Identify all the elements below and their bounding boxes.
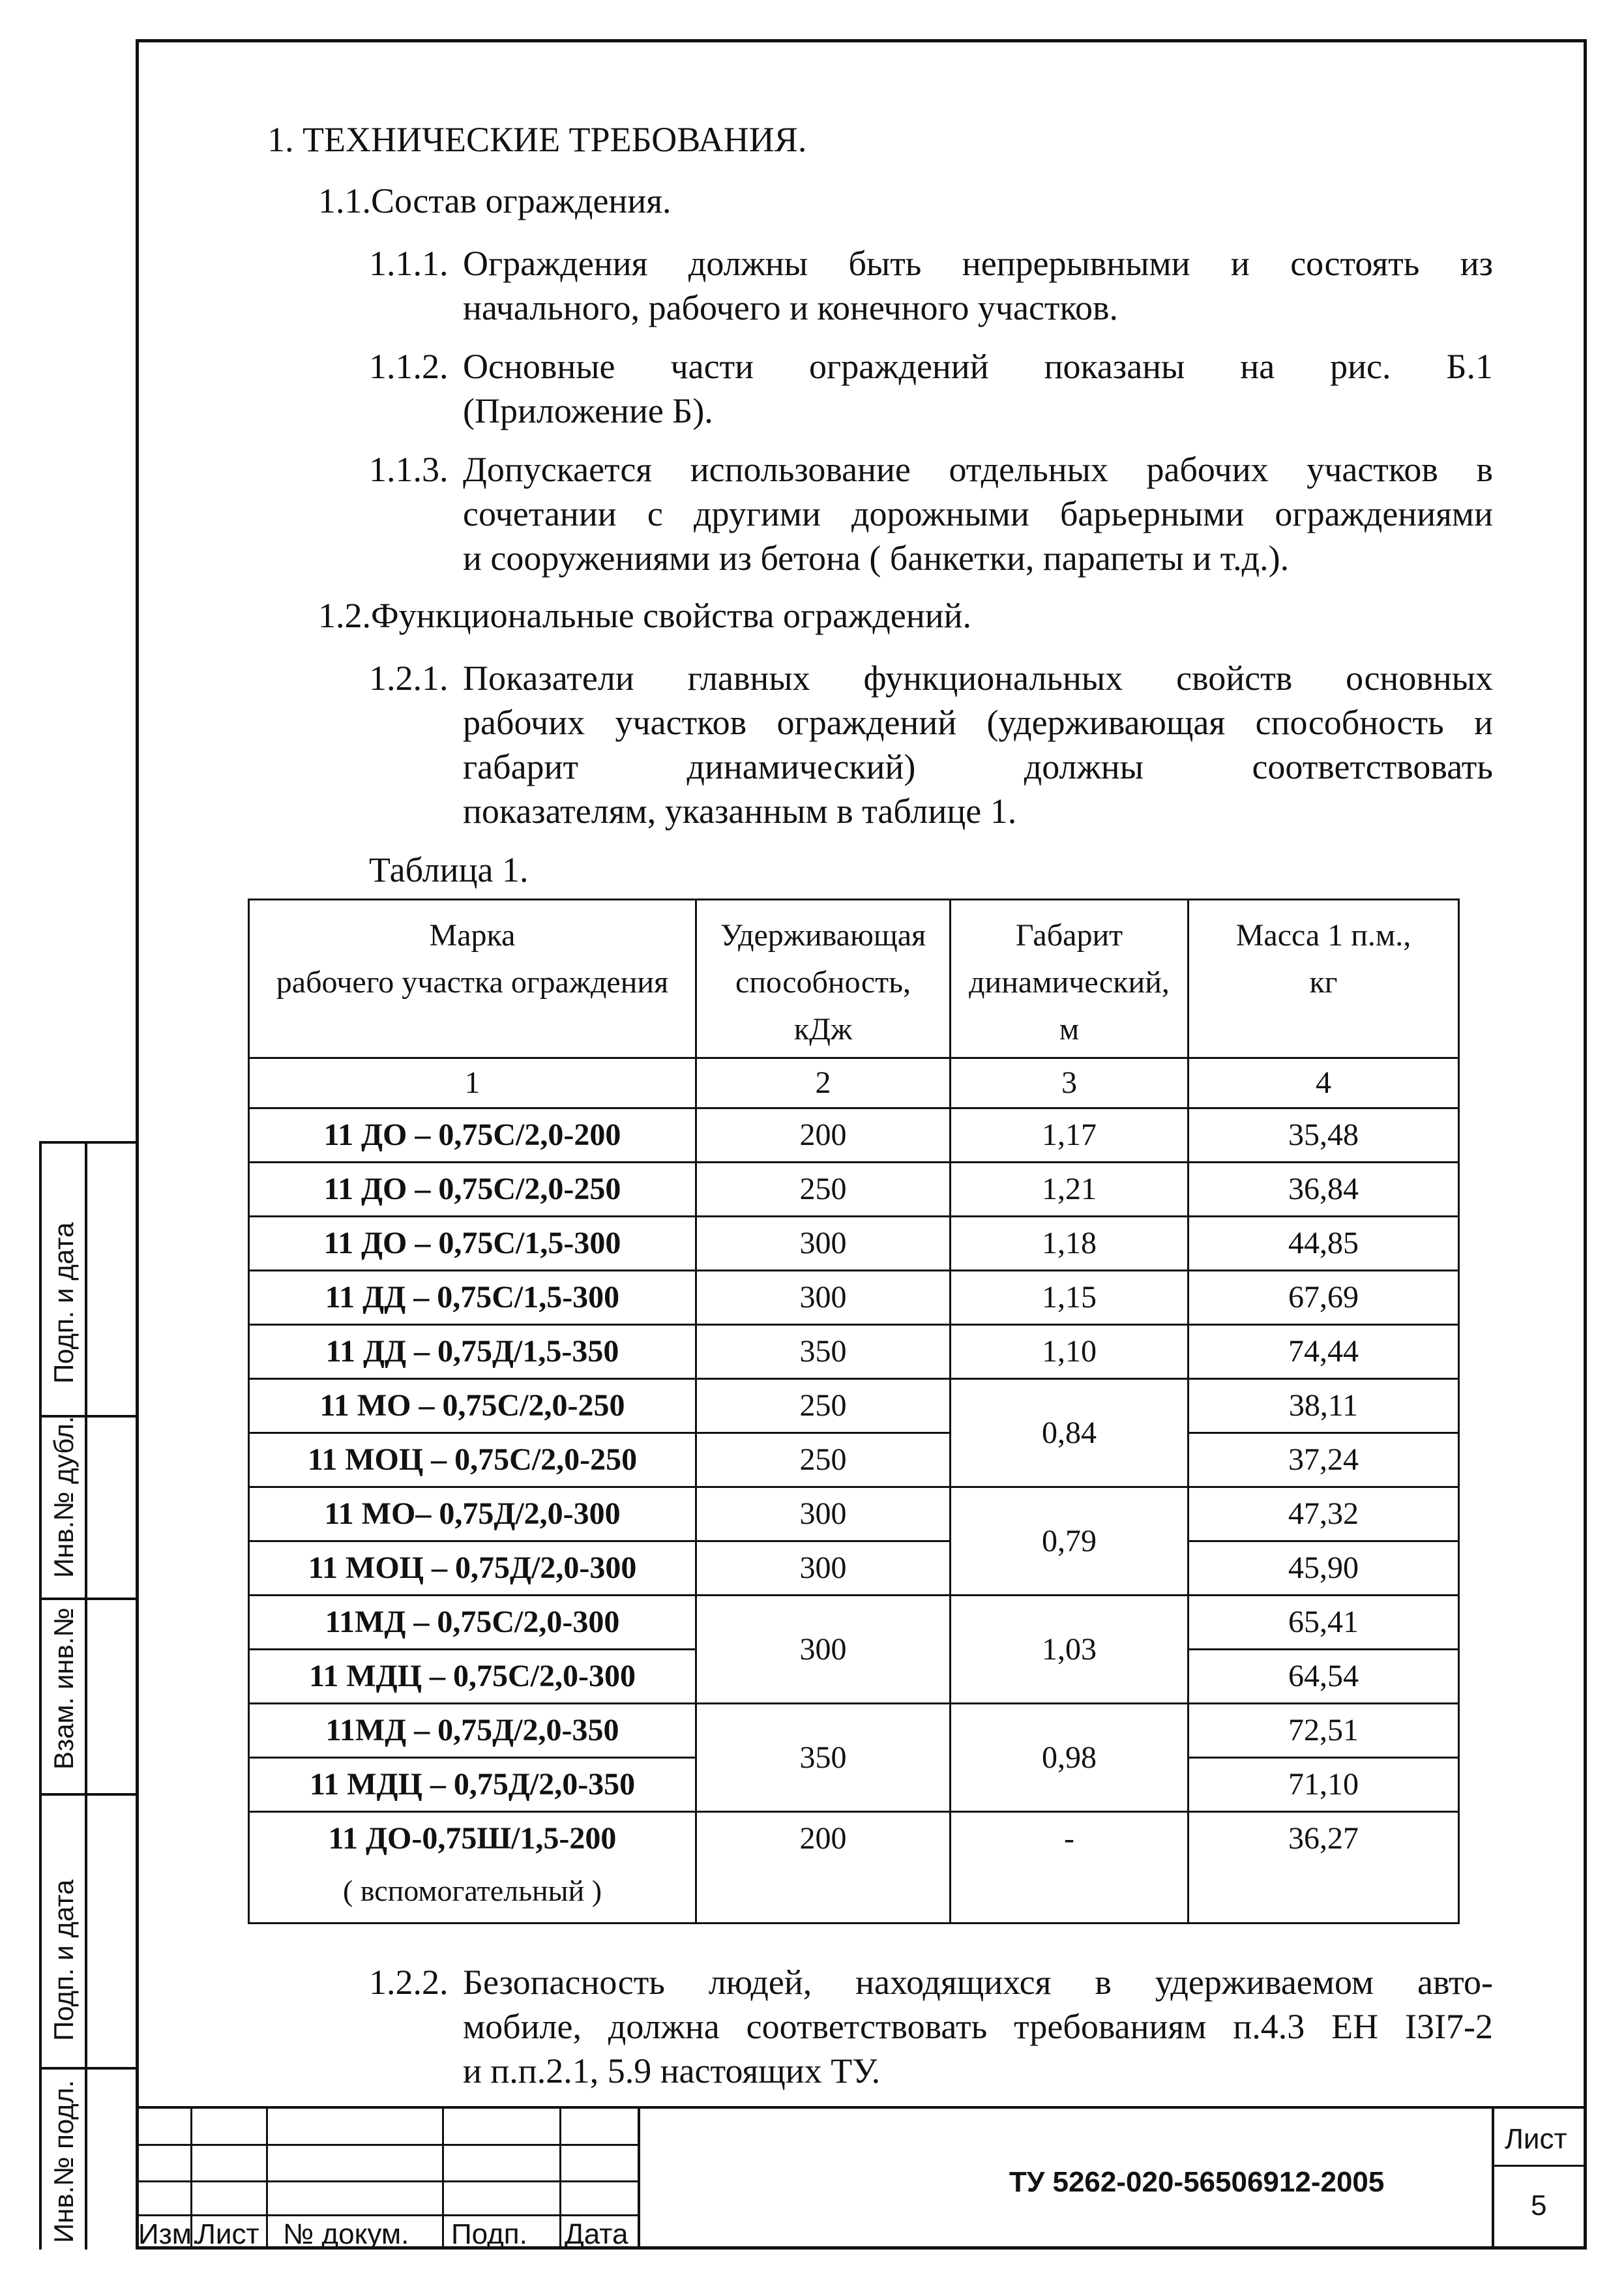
divider bbox=[85, 1141, 87, 2250]
side-label: Подп. и дата bbox=[48, 1222, 79, 1384]
cell-dimension: 1,18 bbox=[951, 1217, 1188, 1271]
cell-capacity: 300 bbox=[696, 1596, 951, 1704]
cell-dimension: 1,15 bbox=[951, 1271, 1188, 1325]
divider bbox=[39, 2067, 136, 2070]
cell-mark: 11МД – 0,75Д/2,0-350 bbox=[249, 1704, 696, 1758]
column-index-row bbox=[249, 1058, 1459, 1108]
table-row bbox=[249, 1541, 1459, 1596]
cell-dimension: - bbox=[951, 1812, 1188, 1924]
header-line: Марка bbox=[429, 918, 516, 953]
cell-capacity: 350 bbox=[696, 1325, 951, 1379]
table-row bbox=[249, 1433, 1459, 1487]
cell-mass: 37,24 bbox=[1188, 1433, 1459, 1487]
cell-capacity: 250 bbox=[696, 1379, 951, 1433]
text-line: Показатели главных функциональных свойств основных bbox=[463, 659, 1493, 698]
table-caption: Таблица 1. bbox=[369, 850, 529, 889]
text-line: показателям, указанным в таблице 1. bbox=[463, 792, 1017, 831]
cell-capacity: 250 bbox=[696, 1163, 951, 1217]
sheet-label: Лист bbox=[1505, 2123, 1567, 2155]
subsection-1-1: 1.1.Состав ограждения. bbox=[318, 181, 672, 220]
header-dimension bbox=[951, 900, 1188, 1058]
text-line: сочетании с другими дорожными барьерными ограждениями bbox=[463, 494, 1493, 533]
cell-mark: 11 МДЦ – 0,75Д/2,0-350 bbox=[249, 1758, 696, 1812]
sheet-number: 5 bbox=[1531, 2190, 1547, 2221]
header-line: рабочего участка ограждения bbox=[276, 965, 669, 1000]
cell-mark: 11 ДД – 0,75Д/1,5-350 bbox=[249, 1325, 696, 1379]
caption-signature: Подп. bbox=[451, 2218, 527, 2250]
header-line: кДж bbox=[793, 1012, 853, 1047]
column-index: 2 bbox=[696, 1058, 951, 1108]
aux-note: ( вспомогательный ) bbox=[342, 1874, 602, 1907]
cell-dimension: 1,21 bbox=[951, 1163, 1188, 1217]
cell-mass: 71,10 bbox=[1188, 1758, 1459, 1812]
divider bbox=[136, 2106, 1587, 2109]
cell-mark: 11 МО – 0,75С/2,0-250 bbox=[249, 1379, 696, 1433]
divider bbox=[1492, 2106, 1494, 2250]
text-line: мобиле, должна соответствовать требованиям п.4.3 ЕН I3I7-2 bbox=[463, 2007, 1493, 2046]
header-mark bbox=[249, 900, 696, 1058]
table-row bbox=[249, 1108, 1459, 1163]
cell-mass: 45,90 bbox=[1188, 1541, 1459, 1596]
cell-mark: 11 МО– 0,75Д/2,0-300 bbox=[249, 1487, 696, 1541]
text-line: габарит динамический) должны соответствовать bbox=[463, 747, 1493, 786]
cell-capacity: 300 bbox=[696, 1217, 951, 1271]
divider bbox=[136, 2180, 638, 2182]
divider bbox=[136, 2144, 638, 2146]
header-line: кг bbox=[1309, 965, 1338, 1000]
cell-mark: 11 МОЦ – 0,75С/2,0-250 bbox=[249, 1433, 696, 1487]
item-number: 1.1.1. bbox=[369, 244, 449, 283]
title-block bbox=[136, 2106, 1587, 2250]
side-label: Инв.№ дубл. bbox=[48, 1416, 79, 1578]
item-number: 1.2.2. bbox=[369, 1963, 449, 2002]
cell-capacity: 200 bbox=[696, 1812, 951, 1924]
table-row bbox=[249, 1163, 1459, 1217]
section-heading: 1. ТЕХНИЧЕСКИЕ ТРЕБОВАНИЯ. bbox=[267, 120, 807, 159]
cell-mass: 72,51 bbox=[1188, 1704, 1459, 1758]
text-line: начального, рабочего и конечного участков. bbox=[463, 288, 1119, 327]
header-mass bbox=[1188, 900, 1459, 1058]
text-line: Ограждения должны быть непрерывными и состоять из bbox=[463, 244, 1493, 283]
header-line: м bbox=[1059, 1012, 1080, 1047]
cell-dimension: 0,98 bbox=[951, 1704, 1188, 1812]
cell-dimension: 0,84 bbox=[951, 1379, 1188, 1487]
item-number: 1.1.2. bbox=[369, 347, 449, 386]
table-row bbox=[249, 1271, 1459, 1325]
header-line: Удерживающая bbox=[720, 918, 926, 953]
table-row bbox=[249, 1704, 1459, 1758]
header-row bbox=[249, 900, 1459, 1058]
cell-mark: 11 ДО – 0,75С/2,0-200 bbox=[249, 1108, 696, 1163]
cell-mark: 11 МОЦ – 0,75Д/2,0-300 bbox=[249, 1541, 696, 1596]
cell-dimension: 1,03 bbox=[951, 1596, 1188, 1704]
cell-dimension: 1,17 bbox=[951, 1108, 1188, 1163]
aux-mark: 11 ДО-0,75Ш/1,5-200 bbox=[328, 1821, 617, 1856]
table-row bbox=[249, 1325, 1459, 1379]
item-1-2-2-text bbox=[463, 1960, 1493, 2093]
cell-mass: 65,41 bbox=[1188, 1596, 1459, 1650]
cell-mark: 11 ДО – 0,75С/2,0-250 bbox=[249, 1163, 696, 1217]
item-1-1-1-text bbox=[463, 241, 1493, 330]
divider bbox=[266, 2106, 268, 2250]
cell-capacity: 300 bbox=[696, 1271, 951, 1325]
side-label: Инв.№ подл. bbox=[48, 2080, 79, 2243]
table-row bbox=[249, 1379, 1459, 1433]
cell-mass: 44,85 bbox=[1188, 1217, 1459, 1271]
item-number: 1.1.3. bbox=[369, 450, 449, 489]
header-line: динамический, bbox=[969, 965, 1170, 1000]
text-line: Основные части ограждений показаны на рис. Б.1 bbox=[463, 347, 1493, 386]
spec-table bbox=[248, 899, 1458, 1924]
item-1-1-2-text bbox=[463, 344, 1493, 433]
column-index: 1 bbox=[249, 1058, 696, 1108]
divider bbox=[442, 2106, 444, 2250]
column-index: 4 bbox=[1188, 1058, 1459, 1108]
caption-sheet: Лист bbox=[197, 2218, 259, 2250]
cell-mass: 36,27 bbox=[1188, 1812, 1459, 1924]
header-line: способность, bbox=[735, 965, 911, 1000]
cell-dimension: 1,10 bbox=[951, 1325, 1188, 1379]
cell-capacity: 200 bbox=[696, 1108, 951, 1163]
side-stamp-column bbox=[39, 1141, 136, 2250]
document-code: ТУ 5262-020-56506912-2005 bbox=[1009, 2166, 1385, 2198]
cell-mass: 35,48 bbox=[1188, 1108, 1459, 1163]
cell-mass: 64,54 bbox=[1188, 1650, 1459, 1704]
cell-mass: 38,11 bbox=[1188, 1379, 1459, 1433]
cell-mark: 11 МДЦ – 0,75С/2,0-300 bbox=[249, 1650, 696, 1704]
item-number: 1.2.1. bbox=[369, 659, 449, 698]
text-line: Допускается использование отдельных рабочих участков в bbox=[463, 450, 1493, 489]
item-1-2-1-text bbox=[463, 656, 1493, 833]
column-index: 3 bbox=[951, 1058, 1188, 1108]
cell-mass: 47,32 bbox=[1188, 1487, 1459, 1541]
caption-document: № докум. bbox=[283, 2218, 409, 2250]
side-label: Подп. и дата bbox=[48, 1879, 79, 2041]
cell-mass: 67,69 bbox=[1188, 1271, 1459, 1325]
cell-mark bbox=[249, 1812, 696, 1924]
cell-mark: 11 ДО – 0,75С/1,5-300 bbox=[249, 1217, 696, 1271]
side-label: Взам. инв.№ bbox=[48, 1607, 79, 1770]
text-line: и п.п.2.1, 5.9 настоящих ТУ. bbox=[463, 2051, 881, 2090]
cell-mark: 11 ДД – 0,75С/1,5-300 bbox=[249, 1271, 696, 1325]
table-row bbox=[249, 1487, 1459, 1541]
divider bbox=[39, 1141, 42, 2250]
text-line: и сооружениями из бетона ( банкетки, парапеты и т.д.). bbox=[463, 539, 1290, 578]
subsection-1-2: 1.2.Функциональные свойства ограждений. bbox=[318, 596, 972, 635]
header-capacity bbox=[696, 900, 951, 1058]
cell-mass: 36,84 bbox=[1188, 1163, 1459, 1217]
table-row-auxiliary bbox=[249, 1812, 1459, 1924]
item-1-1-3-text bbox=[463, 447, 1493, 580]
caption-date: Дата bbox=[565, 2218, 628, 2250]
table-row bbox=[249, 1596, 1459, 1650]
cell-capacity: 300 bbox=[696, 1541, 951, 1596]
cell-mark: 11МД – 0,75С/2,0-300 bbox=[249, 1596, 696, 1650]
divider bbox=[1492, 2165, 1587, 2167]
header-line: Масса 1 п.м., bbox=[1235, 918, 1411, 953]
divider bbox=[136, 2214, 638, 2216]
text-line: Безопасность людей, находящихся в удерживаемом авто- bbox=[463, 1963, 1493, 2002]
cell-capacity: 250 bbox=[696, 1433, 951, 1487]
divider bbox=[39, 1793, 136, 1796]
cell-capacity: 350 bbox=[696, 1704, 951, 1812]
caption-change: Изм. bbox=[138, 2218, 200, 2250]
text-line: (Приложение Б). bbox=[463, 391, 713, 430]
divider bbox=[638, 2106, 640, 2250]
divider bbox=[559, 2106, 561, 2250]
divider bbox=[39, 1597, 136, 1600]
table-row bbox=[249, 1217, 1459, 1271]
cell-capacity: 300 bbox=[696, 1487, 951, 1541]
text-line: рабочих участков ограждений (удерживающая способность и bbox=[463, 703, 1493, 742]
header-line: Габарит bbox=[1015, 918, 1123, 953]
cell-mass: 74,44 bbox=[1188, 1325, 1459, 1379]
divider bbox=[39, 1141, 136, 1144]
cell-dimension: 0,79 bbox=[951, 1487, 1188, 1596]
